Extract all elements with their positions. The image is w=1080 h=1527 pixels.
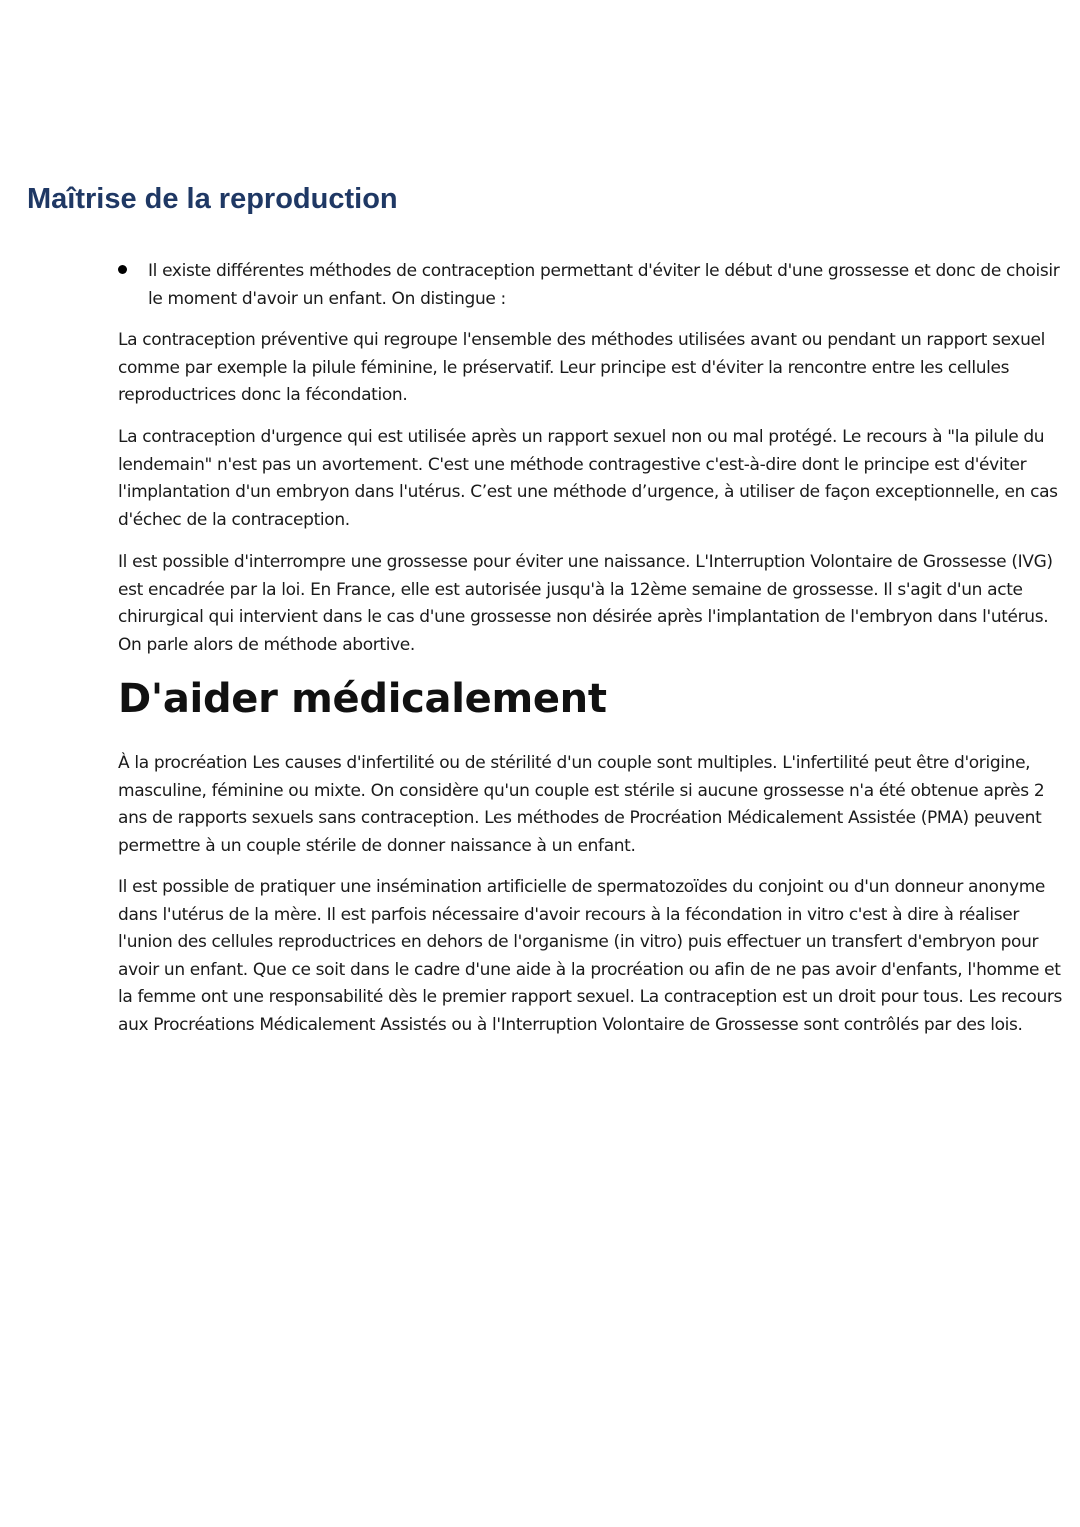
page-title: Maîtrise de la reproduction <box>27 183 398 215</box>
section-heading: D'aider médicalement <box>118 676 607 722</box>
intro-bullet-item <box>118 258 1068 313</box>
paragraph-emergency-contraception: La contraception d'urgence qui est utilisée après un rapport sexuel non ou mal protégé. Le recours à "la pilule du lendemain" n'est pas un avortement. C'est une méthode contragestive c'est-à-dire dont le principe est d'éviter l'implantation d'un embryon dans l'utérus. C’est une méthode d’urgence, à utiliser de façon exceptionnelle, en cas d'échec de la contraception. <box>118 427 1058 530</box>
paragraph-ivg: Il est possible d'interrompre une grossesse pour éviter une naissance. L'Interruption Volontaire de Grossesse (IVG) est encadrée par la loi. En France, elle est autorisée jusqu'à la 12ème semaine de grossesse. Il s'agit d'un acte chirurgical qui intervient dans le cas d'une grossesse non désirée après l'implantation de l'embryon dans l'utérus. On parle alors de méthode abortive. <box>118 552 1053 655</box>
bullet-icon <box>118 265 127 274</box>
paragraph-infertility: À la procréation Les causes d'infertilité ou de stérilité d'un couple sont multiples. L'infertilité peut être d'origine, masculine, féminine ou mixte. On considère qu'un couple est stérile si aucune grossesse n'a été obtenue après 2 ans de rapports sexuels sans contraception. Les méthodes de Procréation Médicalement Assistée (PMA) peuvent permettre à un couple stérile de donner naissance à un enfant. <box>118 753 1045 856</box>
intro-bullet-text: Il existe différentes méthodes de contraception permettant d'éviter le début d'une grossesse et donc de choisir le moment d'avoir un enfant. On distingue : <box>148 261 1060 309</box>
paragraph-insemination: Il est possible de pratiquer une insémination artificielle de spermatozoïdes du conjoint ou d'un donneur anonyme dans l'utérus de la mère. Il est parfois nécessaire d'avoir recours à la fécondation in vitro c'est à dire à réaliser l'union des cellules reproductrices en dehors de l'organisme (in vitro) puis effectuer un transfert d'embryon pour avoir un enfant. Que ce soit dans le cadre d'une aide à la procréation ou afin de ne pas avoir d'enfants, l'homme et la femme ont une responsabilité dès le premier rapport sexuel. La contraception est un droit pour tous. Les recours aux Procréations Médicalement Assistés ou à l'Interruption Volontaire de Grossesse sont contrôlés par des lois. <box>118 877 1063 1035</box>
paragraph-preventive-contraception: La contraception préventive qui regroupe l'ensemble des méthodes utilisées avant ou pendant un rapport sexuel comme par exemple la pilule féminine, le préservatif. Leur principe est d'éviter la rencontre entre les cellules reproductrices donc la fécondation. <box>118 330 1046 405</box>
